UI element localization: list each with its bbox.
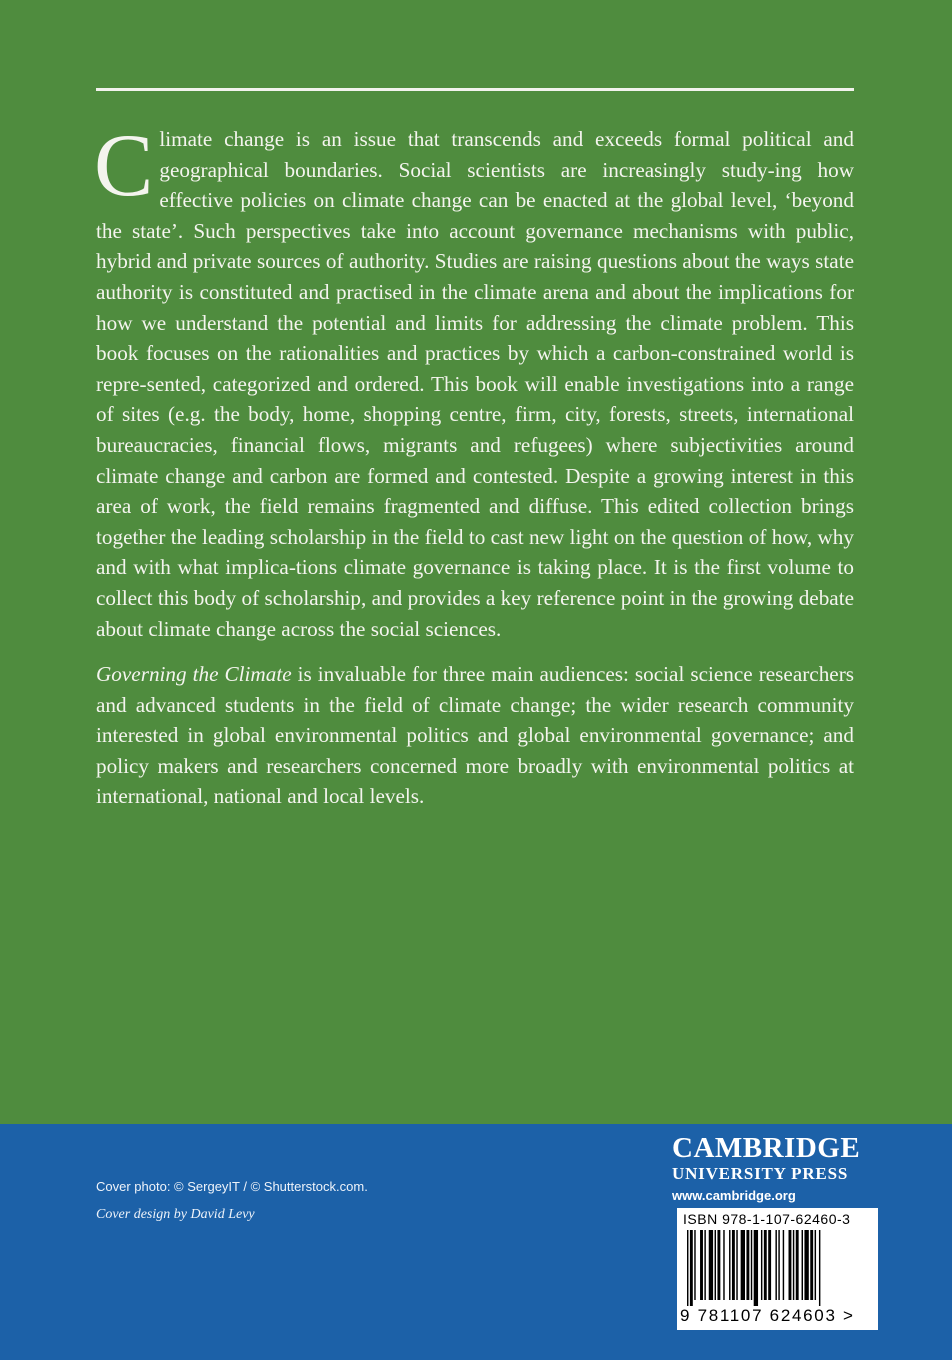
barcode-bar xyxy=(687,1230,688,1306)
barcode-bar xyxy=(746,1230,749,1300)
barcode-bar xyxy=(783,1230,784,1300)
isbn-label: ISBN 978-1-107-62460-3 xyxy=(683,1211,851,1227)
barcode-bar xyxy=(751,1230,752,1300)
barcode-bar xyxy=(804,1230,808,1300)
publisher-url[interactable]: www.cambridge.org xyxy=(672,1188,796,1203)
paragraph-1-text: limate change is an issue that transcends and exceeds formal political and geographical boundaries. Social scientists are increasingly study-ing how effective policies on climate change can be enacted at the global level, ‘beyond the state’. Such perspectives take into account governance mechanisms with public, hybrid and private sources of authority. Studies are raising questions about the ways state authority is constituted and practised in the climate arena and about the implications for how we understand the potential and limits for addressing the climate problem. This book focuses on the rationalities and practices by which a carbon-constrained world is repre-sented, categorized and ordered. This book will enable investigations into a range of sites (e.g. the body, home, shopping centre, firm, city, forests, streets, international bureaucracies, financial flows, migrants and refugees) where subjectivities around climate change and carbon are formed and contested. Despite a growing interest in this area of work, the field remains fragmented and diffuse. This edited collection brings together the leading scholarship in the field to cast new light on the question of how, why and with what implica-tions climate governance is taking place. It is the first volume to collect this body of scholarship, and provides a key reference point in the growing debate about climate change across the social sciences. xyxy=(96,127,854,641)
barcode-bar xyxy=(715,1230,716,1300)
barcode-bar xyxy=(761,1230,762,1300)
publisher-name: CAMBRIDGE xyxy=(672,1132,861,1164)
footer-band xyxy=(0,1124,952,1360)
barcode-icon xyxy=(687,1230,869,1306)
barcode-bar xyxy=(704,1230,705,1300)
cover-design-credit: Cover design by David Levy xyxy=(96,1207,255,1222)
barcode-bar xyxy=(709,1230,713,1300)
barcode-bar xyxy=(694,1230,695,1300)
top-rule xyxy=(96,88,854,91)
barcode-bar xyxy=(810,1230,813,1300)
barcode-bar xyxy=(819,1230,820,1306)
book-title: Governing the Climate xyxy=(96,662,292,687)
barcode-bar xyxy=(723,1230,724,1300)
barcode-bar xyxy=(775,1230,776,1300)
barcode-box xyxy=(677,1208,878,1330)
publisher-subtitle: UNIVERSITY PRESS xyxy=(672,1164,849,1183)
barcode-bar xyxy=(778,1230,779,1300)
blurb-paragraph-1 xyxy=(94,117,854,644)
barcode-bar xyxy=(736,1230,737,1300)
barcode-bar xyxy=(741,1230,745,1300)
drop-cap: C xyxy=(94,117,154,215)
barcode-bar xyxy=(789,1230,792,1300)
paragraph-2-text: is invaluable for three main audiences: social science researchers and advanced students in the field of climate change; the wider research community interested in global environmental politics and global environmental governance; and policy makers and researchers concerned more broadly with environmental politics at international, national and local levels. xyxy=(96,662,854,809)
barcode-bar xyxy=(754,1230,758,1306)
barcode-bar xyxy=(764,1230,767,1300)
barcode-bar xyxy=(729,1230,730,1300)
barcode-bar xyxy=(700,1230,703,1300)
blurb-paragraph-2 xyxy=(96,659,854,812)
barcode-bar xyxy=(815,1230,816,1300)
barcode-bar xyxy=(690,1230,693,1306)
barcode-bar xyxy=(796,1230,799,1300)
barcode-bar xyxy=(793,1230,794,1300)
cover-photo-credit: Cover photo: © SergeyIT / © Shutterstock.com. xyxy=(96,1179,368,1194)
barcode-bar xyxy=(732,1230,735,1300)
publisher-logo xyxy=(672,1132,882,1206)
barcode-bar xyxy=(802,1230,803,1300)
blurb xyxy=(94,117,854,812)
barcode-digits: 9 781107 624603 > xyxy=(680,1306,855,1325)
barcode-bar xyxy=(768,1230,771,1300)
barcode-bar xyxy=(717,1230,720,1300)
